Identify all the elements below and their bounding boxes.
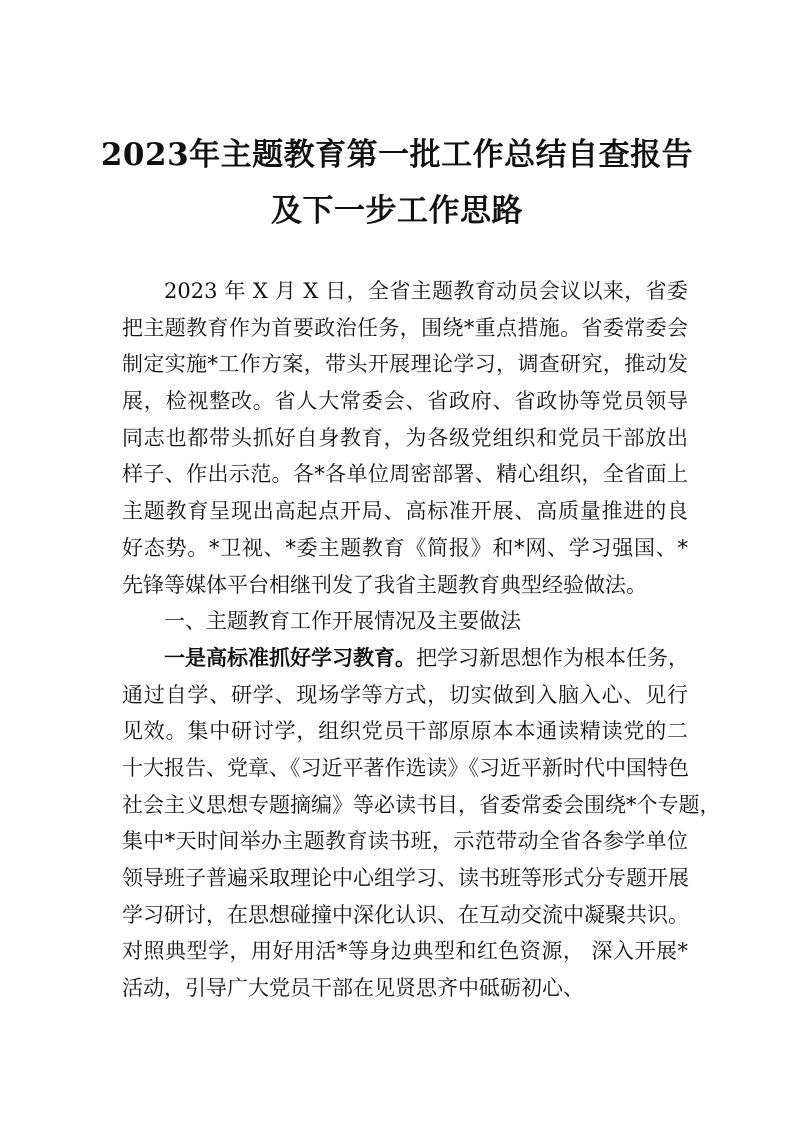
paragraph-2-line: 学习研讨，在思想碰撞中深化认识、在互动交流中凝聚共识。 bbox=[122, 902, 689, 927]
paragraph-1-line: 同志也都带头抓好自身教育，为各级党组织和党员干部放出 bbox=[122, 425, 688, 450]
document-title-line-1: 2023年主题教育第一批工作总结自查报告 bbox=[100, 137, 694, 173]
paragraph-2-first-line bbox=[122, 640, 688, 677]
paragraph-1-line: 把主题教育作为首要政治任务，围绕*重点措施。省委常委会 bbox=[122, 315, 688, 340]
paragraph-2-line: 见效。集中研讨学，组织党员干部原原本本通读精读党的二 bbox=[122, 719, 688, 744]
paragraph-1-line: 先锋等媒体平台相继刊发了我省主题教育典型经验做法。 bbox=[122, 572, 647, 597]
paragraph-1-line: 展，检视整改。省人大常委会、省政府、省政协等党员领导 bbox=[122, 389, 688, 414]
paragraph-2-line: 十大报告、党章、《习近平著作选读》《习近平新时代中国特色 bbox=[122, 755, 689, 780]
paragraph-2-line: 通过自学、研学、现场学等方式，切实做到入脑入心、见行 bbox=[122, 682, 688, 707]
document-title-line-2: 及下一步工作思路 bbox=[271, 193, 523, 229]
paragraph-1-line: 主题教育呈现出高起点开局、高标准开展、高质量推进的良 bbox=[122, 499, 688, 524]
section-heading: 一、主题教育工作开展情况及主要做法 bbox=[164, 609, 521, 634]
paragraph-2-line: 领导班子普遍采取理论中心组学习、读书班等形式分专题开展 bbox=[122, 866, 689, 890]
paragraph-1-line: 2023 年 X 月 X 日，全省主题教育动员会议以来，省委 bbox=[164, 279, 688, 303]
paragraph-2-line: 社会主义思想专题摘编》等必读书目，省委常委会围绕*个专题， bbox=[122, 792, 721, 817]
paragraph-2-line: 集中*天时间举办主题教育读书班，示范带动全省各参学单位 bbox=[122, 829, 688, 854]
paragraph-2-lead: 一是高标准抓好学习教育。 bbox=[164, 645, 416, 670]
paragraph-2-first-rest: 把学习新思想作为根本任务， bbox=[416, 645, 689, 670]
document-body bbox=[122, 273, 721, 1007]
paragraph-1-line: 制定实施*工作方案，带头开展理论学习，调查研究，推动发 bbox=[122, 352, 688, 377]
paragraph-2-line: 活动，引导广大党员干部在见贤思齐中砥砺初心、 bbox=[122, 976, 584, 1001]
paragraph-1-line: 样子、作出示范。各*各单位周密部署、精心组织，全省面上 bbox=[122, 462, 688, 487]
paragraph-1-line: 好态势。*卫视、*委主题教育《简报》和*网、学习强国、* bbox=[122, 535, 688, 560]
paragraph-2-line: 对照典型学，用好用活*等身边典型和红色资源， 深入开展* bbox=[122, 939, 688, 964]
